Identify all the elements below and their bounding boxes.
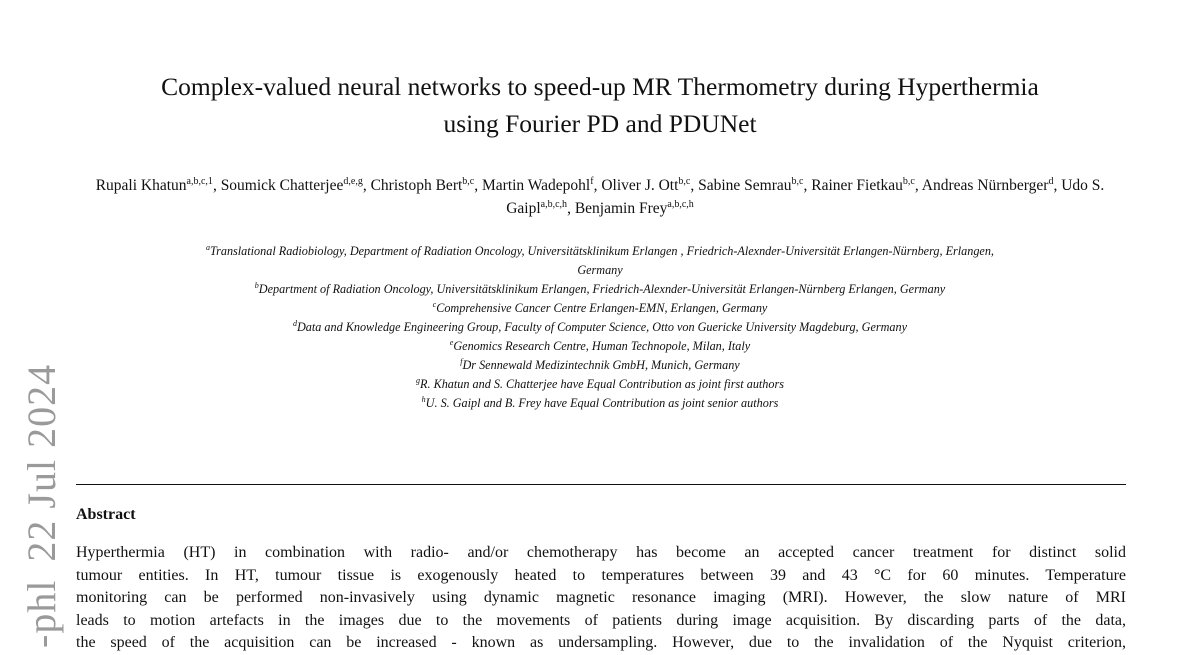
- author-name: Martin Wadepohl: [482, 177, 591, 194]
- author-separator: ,: [567, 200, 575, 217]
- author: [96, 177, 221, 194]
- affiliation-text: U. S. Gaipl and B. Frey have Equal Contribution as joint senior authors: [425, 396, 779, 410]
- affiliation-line: [78, 356, 1122, 375]
- author-affil-marks: a,b,c,h: [667, 199, 694, 210]
- affiliation-mark: d: [292, 319, 297, 328]
- author-affil-marks: d: [1048, 176, 1054, 187]
- author-separator: ,: [803, 177, 812, 194]
- paper-title-line-2: using Fourier PD and PDUNet: [443, 109, 757, 138]
- author-separator: ,: [474, 177, 482, 194]
- affiliation-text: Data and Knowledge Engineering Group, Faculty of Computer Science, Otto von Guericke University Magdeburg, Germany: [296, 320, 908, 334]
- section-divider: [76, 484, 1126, 485]
- affiliation-text: Germany: [577, 263, 623, 277]
- author-name: Udo S. Gaipl: [506, 177, 1105, 217]
- author-affil-marks: b,c: [902, 176, 915, 187]
- author-name: Rupali Khatun: [95, 177, 187, 194]
- affiliation-line: [78, 337, 1122, 356]
- author-name: Oliver J. Ott: [601, 177, 679, 194]
- author-name: Rainer Fietkau: [811, 177, 903, 194]
- abstract-line: Hyperthermia (HT) in combination with radio- and/or chemotherapy has become an accepted cancer treatment for distinct solid: [76, 544, 1126, 561]
- author-affil-marks: b,c: [678, 176, 691, 187]
- abstract-line: tumour entities. In HT, tumour tissue is exogenously heated to temperatures between 39 and 43 °C for 60 minutes. Temperature: [76, 566, 1126, 584]
- author-separator: ,: [593, 177, 602, 194]
- author-affil-marks: b,c: [791, 176, 804, 187]
- author-affil-marks: a,b,c,1: [186, 176, 213, 187]
- affiliation-line: [78, 280, 1122, 299]
- author-separator: ,: [690, 177, 699, 194]
- author-name: Soumick Chatterjee: [220, 177, 344, 194]
- affiliation-line: [78, 375, 1122, 394]
- abstract-line: the speed of the acquisition can be increased - known as undersampling. However, due to the invalidation of the Nyquist criterion,: [76, 634, 1126, 652]
- affiliation-text: Comprehensive Cancer Centre Erlangen-EMN, Erlangen, Germany: [436, 301, 768, 315]
- affiliation-text: R. Khatun and S. Chatterjee have Equal Contribution as joint first authors: [420, 377, 784, 391]
- affiliation-mark: b: [254, 281, 259, 290]
- affiliation-text: Genomics Research Centre, Human Technopole, Milan, Italy: [453, 339, 751, 353]
- paper-title: [80, 68, 1120, 142]
- affiliation-line: [78, 242, 1122, 261]
- author-name: Andreas Nürnberger: [921, 177, 1049, 194]
- author-list: [80, 174, 1120, 220]
- arxiv-category: -phl: [19, 579, 64, 648]
- author-affil-marks: f: [590, 176, 594, 187]
- author-affil-marks: a,b,c,h: [540, 199, 568, 210]
- affiliation-mark: c: [432, 300, 437, 309]
- author-name: Christoph Bert: [370, 177, 463, 194]
- affiliation-mark: h: [421, 395, 426, 404]
- author-separator: ,: [1053, 177, 1062, 194]
- author: [698, 177, 811, 194]
- author: [221, 177, 371, 194]
- paper-title-line-1: Complex-valued neural networks to speed-up MR Thermometry during Hyperthermia: [161, 72, 1039, 101]
- affiliation-mark: e: [449, 338, 454, 347]
- author-name: Sabine Semrau: [698, 177, 792, 194]
- affiliation-line: [78, 394, 1122, 413]
- author: [811, 177, 922, 194]
- author: [575, 200, 694, 217]
- affiliation-text: Dr Sennewald Medizintechnik GmbH, Munich, Germany: [462, 358, 740, 372]
- author: [601, 177, 698, 194]
- author-separator: ,: [914, 177, 922, 194]
- arxiv-side-stamp: [18, 364, 65, 648]
- author-separator: ,: [212, 177, 221, 194]
- affiliation-mark: f: [460, 357, 463, 366]
- arxiv-date: 22 Jul 2024: [19, 363, 64, 562]
- abstract-heading: Abstract: [76, 506, 136, 523]
- affiliation-text: Department of Radiation Oncology, Universitätsklinikum Erlangen, Friedrich-Alexnder-Universität Erlangen-Nürnberg Erlangen, Germany: [258, 282, 946, 296]
- affiliation-line: [78, 261, 1122, 280]
- abstract-body: [76, 542, 1126, 655]
- affiliation-mark: a: [206, 243, 211, 252]
- author: [482, 177, 601, 194]
- author-affil-marks: b,c: [462, 176, 475, 187]
- affiliation-text: Translational Radiobiology, Department of Radiation Oncology, Universitätsklinikum Erlangen , Friedrich-Alexnder-Universität Erlangen-Nürnberg, Erlangen,: [210, 244, 994, 258]
- affiliation-line: [78, 318, 1122, 337]
- author-affil-marks: d,e,g: [343, 176, 363, 187]
- affiliation-line: [78, 299, 1122, 318]
- author-separator: ,: [362, 177, 371, 194]
- author: [922, 177, 1061, 194]
- affiliation-mark: g: [416, 376, 421, 385]
- affiliation-list: [78, 242, 1122, 413]
- author-name: Benjamin Frey: [574, 200, 668, 217]
- author: [371, 177, 482, 194]
- abstract-line: monitoring can be performed non-invasively using dynamic magnetic resonance imaging (MRI). However, the slow nature of MRI: [76, 589, 1126, 607]
- abstract-line: leads to motion artefacts in the images due to the movements of patients during image acquisition. By discarding parts of the data,: [76, 611, 1126, 629]
